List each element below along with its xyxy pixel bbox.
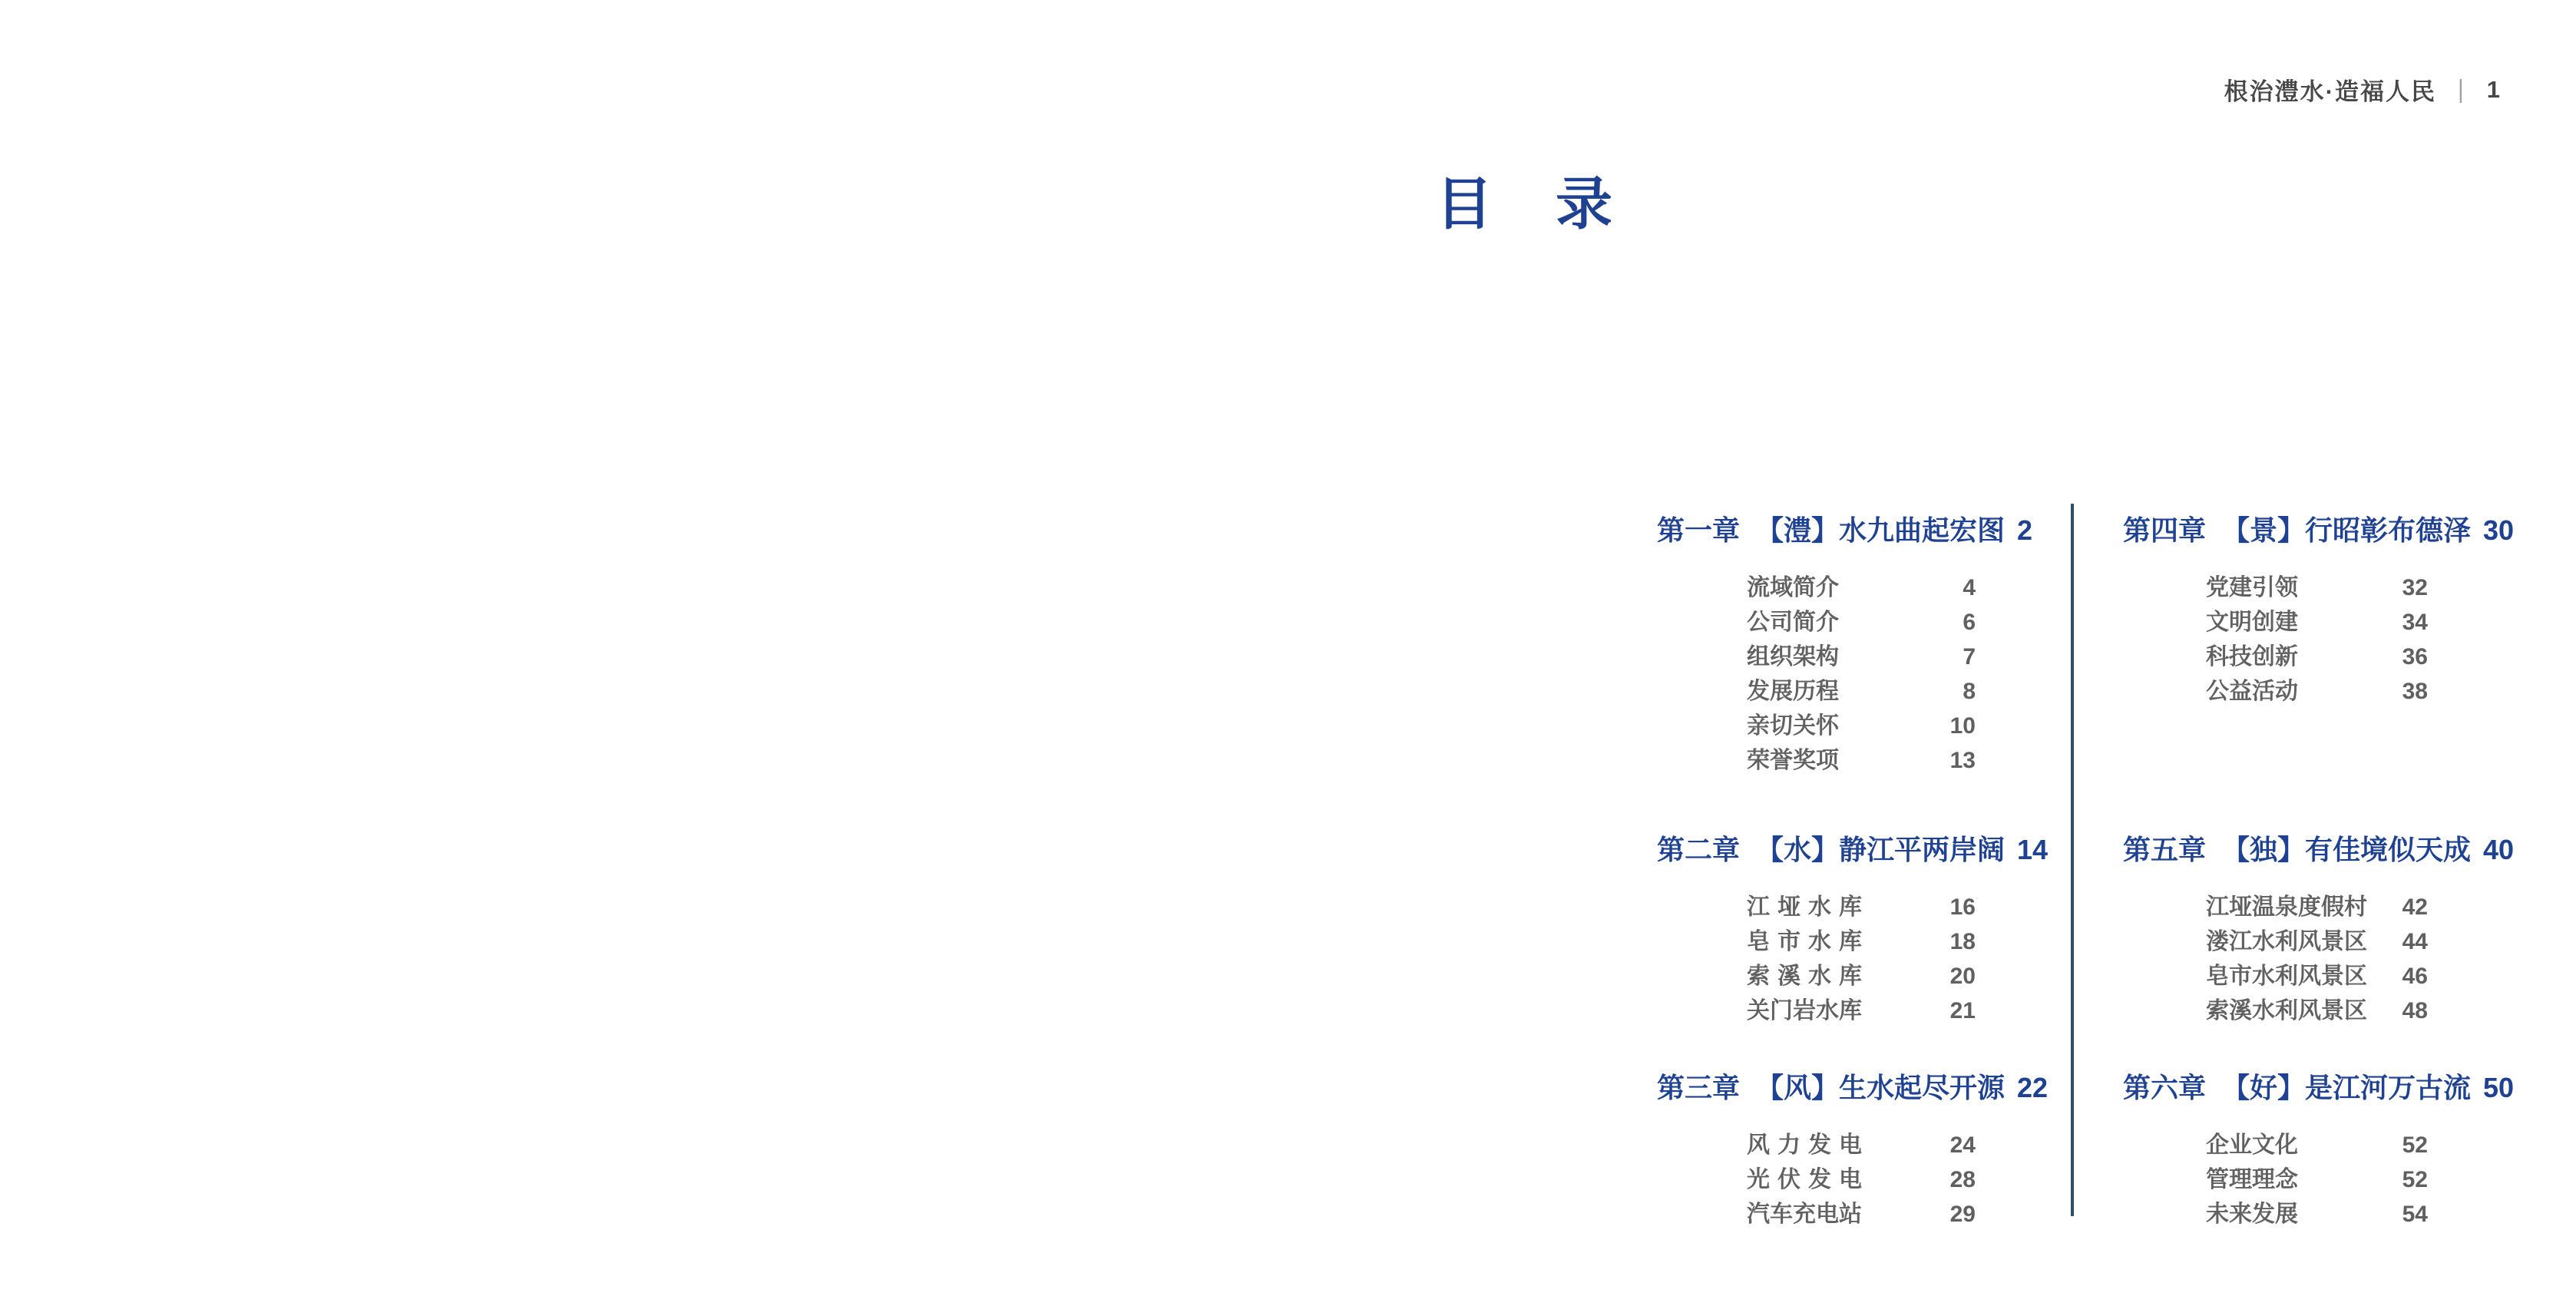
toc-item-label: 关门岩水库 — [1747, 998, 1862, 1023]
toc-item-page: 52 — [2402, 1167, 2428, 1192]
chapter-page-number: 22 — [2017, 1072, 2049, 1103]
toc-item-label: 荣誉奖项 — [1747, 748, 1839, 773]
toc-item-label: 江垭温泉度假村 — [2206, 894, 2367, 920]
toc-item-page: 13 — [1949, 748, 1976, 773]
chapter-items — [1747, 1128, 1976, 1232]
toc-item-page: 4 — [1963, 575, 1976, 600]
chapter-title: 【好】是江河万古流 — [2222, 1072, 2472, 1103]
toc-item-label: 组织架构 — [1747, 644, 1839, 670]
toc-item[interactable] — [1747, 640, 1976, 674]
toc-chapter-6 — [2123, 1071, 2515, 1232]
chapter-page-number: 30 — [2483, 514, 2515, 546]
toc-item-page: 42 — [2402, 894, 2428, 920]
chapter-number: 第四章 — [2123, 514, 2207, 546]
toc-item[interactable] — [2206, 605, 2428, 640]
toc-item-page: 48 — [2402, 998, 2428, 1023]
toc-item-label: 亲切关怀 — [1747, 713, 1839, 739]
toc-item[interactable] — [2206, 1162, 2428, 1197]
toc-item-page: 8 — [1963, 679, 1976, 704]
toc-item-page: 34 — [2402, 610, 2428, 635]
toc-item-label: 未来发展 — [2206, 1202, 2298, 1227]
toc-item-label: 风力发电 — [1747, 1132, 1862, 1158]
toc-item-label: 流域简介 — [1747, 575, 1839, 600]
toc-chapter-5 — [2123, 833, 2515, 1028]
toc-item[interactable] — [1747, 1128, 1976, 1162]
toc-item[interactable] — [2206, 570, 2428, 605]
chapter-items — [2206, 890, 2428, 1028]
toc-item[interactable] — [2206, 1197, 2428, 1232]
toc-item-page: 52 — [2402, 1132, 2428, 1158]
chapter-page-number: 14 — [2017, 834, 2049, 865]
chapter-title: 【风】生水起尽开源 — [1756, 1072, 2006, 1103]
toc-item-page: 28 — [1949, 1167, 1976, 1192]
toc-item-label: 溇江水利风景区 — [2206, 929, 2367, 954]
toc-item-page: 10 — [1949, 713, 1976, 739]
chapter-entry[interactable] — [2123, 514, 2515, 547]
toc-item-page: 32 — [2402, 575, 2428, 600]
chapter-entry[interactable] — [1657, 833, 2049, 867]
chapter-number: 第三章 — [1657, 1072, 1741, 1103]
toc-item[interactable] — [1747, 605, 1976, 640]
toc-item[interactable] — [2206, 674, 2428, 709]
chapter-items — [2206, 1128, 2428, 1232]
toc-item[interactable] — [2206, 924, 2428, 959]
toc-item-label: 文明创建 — [2206, 610, 2298, 635]
toc-column-left — [1657, 514, 2049, 1232]
toc-item[interactable] — [1747, 994, 1976, 1028]
toc-item-label: 发展历程 — [1747, 679, 1839, 704]
toc-item[interactable] — [1747, 890, 1976, 924]
toc-item[interactable] — [2206, 959, 2428, 994]
toc-item[interactable] — [1747, 709, 1976, 743]
chapter-title: 【独】有佳境似天成 — [2222, 834, 2472, 865]
toc-item[interactable] — [2206, 1128, 2428, 1162]
header-page-number: 1 — [2486, 75, 2502, 103]
chapter-items — [2206, 570, 2428, 709]
toc-item[interactable] — [1747, 743, 1976, 778]
column-divider — [2071, 504, 2074, 1216]
chapter-number: 第六章 — [2123, 1072, 2207, 1103]
toc-item[interactable] — [2206, 890, 2428, 924]
chapter-title: 【水】静江平两岸阔 — [1756, 834, 2006, 865]
toc-item-label: 光伏发电 — [1747, 1167, 1862, 1192]
toc-chapter-1 — [1657, 514, 2033, 778]
toc-item-label: 企业文化 — [2206, 1132, 2298, 1158]
chapter-entry[interactable] — [2123, 833, 2515, 867]
toc-chapter-4 — [2123, 514, 2515, 709]
header-slogan: 根治澧水·造福人民 — [2224, 78, 2436, 105]
chapter-page-number: 50 — [2483, 1072, 2515, 1103]
toc-chapter-3 — [1657, 1071, 2049, 1232]
toc-item-page: 20 — [1949, 964, 1976, 989]
toc-item-label: 管理理念 — [2206, 1167, 2298, 1192]
toc-item-page: 24 — [1949, 1132, 1976, 1158]
toc-item-label: 科技创新 — [2206, 644, 2298, 670]
toc-item-page: 16 — [1949, 894, 1976, 920]
toc-item-label: 索溪水利风景区 — [2206, 998, 2367, 1023]
chapter-page-number: 2 — [2017, 514, 2033, 546]
toc-item-page: 44 — [2402, 929, 2428, 954]
chapter-items — [1747, 570, 1976, 778]
toc-item-page: 7 — [1963, 644, 1976, 670]
toc-item-page: 38 — [2402, 679, 2428, 704]
chapter-entry[interactable] — [1657, 514, 2033, 547]
chapter-number: 第二章 — [1657, 834, 1741, 865]
toc-item-label: 皂市水利风景区 — [2206, 964, 2367, 989]
chapter-entry[interactable] — [2123, 1071, 2515, 1105]
toc-item[interactable] — [2206, 640, 2428, 674]
toc-item-label: 索溪水库 — [1747, 964, 1862, 989]
toc-item[interactable] — [1747, 1197, 1976, 1232]
toc-item-label: 公司简介 — [1747, 610, 1839, 635]
chapter-entry[interactable] — [1657, 1071, 2049, 1105]
toc-item-label: 江垭水库 — [1747, 894, 1862, 920]
page-header — [2224, 72, 2502, 107]
toc-item-page: 29 — [1949, 1202, 1976, 1227]
header-divider-bar: | — [2457, 74, 2465, 104]
chapter-items — [1747, 890, 1976, 1028]
toc-item-label: 皂市水库 — [1747, 929, 1862, 954]
chapter-page-number: 40 — [2483, 834, 2515, 865]
toc-item[interactable] — [2206, 994, 2428, 1028]
toc-item-page: 54 — [2402, 1202, 2428, 1227]
toc-item-label: 公益活动 — [2206, 679, 2298, 704]
toc-item[interactable] — [1747, 924, 1976, 959]
chapter-number: 第五章 — [2123, 834, 2207, 865]
toc-item-page: 18 — [1949, 929, 1976, 954]
toc-item-label: 汽车充电站 — [1747, 1202, 1862, 1227]
chapter-number: 第一章 — [1657, 514, 1741, 546]
toc-item[interactable] — [1747, 1162, 1976, 1197]
toc-item-label: 党建引领 — [2206, 575, 2298, 600]
toc-item[interactable] — [1747, 570, 1976, 605]
toc-item-page: 21 — [1949, 998, 1976, 1023]
toc-title: 目 录 — [1436, 172, 1615, 236]
chapter-title: 【景】行昭彰布德泽 — [2222, 514, 2472, 546]
toc-item-page: 46 — [2402, 964, 2428, 989]
chapter-title: 【澧】水九曲起宏图 — [1756, 514, 2006, 546]
toc-item[interactable] — [1747, 674, 1976, 709]
toc-column-right — [2123, 514, 2515, 1232]
toc-chapter-2 — [1657, 833, 2049, 1028]
toc-item-page: 36 — [2402, 644, 2428, 670]
toc-item[interactable] — [1747, 959, 1976, 994]
toc-item-page: 6 — [1963, 610, 1976, 635]
